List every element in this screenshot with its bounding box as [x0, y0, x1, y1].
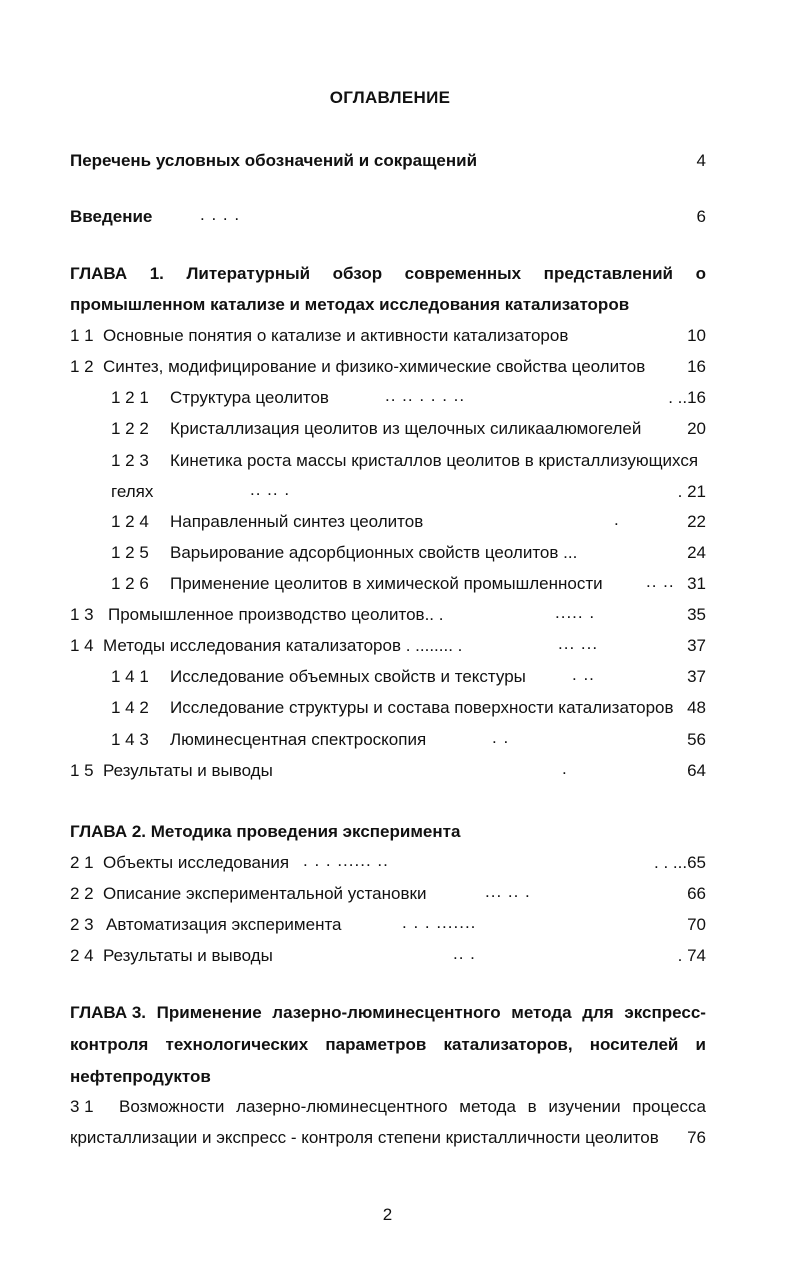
toc-dots-introduction: . . . .: [200, 205, 241, 224]
toc-section-title: Синтез, модифицирование и физико-химические свойства цеолитов: [103, 357, 646, 376]
toc-dots: .. ..: [646, 572, 675, 591]
toc-section-page: 10: [687, 326, 706, 345]
toc-section-title: Методы исследования катализаторов . ........ .: [103, 636, 463, 655]
toc-section-page: 64: [687, 761, 706, 780]
toc-dots: .. .. . . . ..: [385, 386, 466, 405]
toc-subsection-title: Кристаллизация цеолитов из щелочных силикаалюмогелей: [170, 419, 642, 438]
toc-section-page: 37: [687, 636, 706, 655]
chapter1-heading-word: Литературный: [186, 264, 311, 283]
chapter3-heading-word: ГЛАВА 3.: [70, 1003, 147, 1022]
toc-section-number: 1 2: [70, 357, 94, 376]
toc-dots: ..... .: [555, 603, 596, 622]
chapter1-heading-word: представлений: [543, 264, 674, 283]
toc-subsection-number: 1 2 5: [111, 543, 149, 562]
toc-section-number: 2 2: [70, 884, 94, 903]
chapter2-heading: ГЛАВА 2. Методика проведения эксперимента: [70, 822, 461, 841]
toc-word: метода: [459, 1097, 516, 1116]
toc-dots: ... ...: [558, 634, 599, 653]
toc-subsection-page: 20: [687, 419, 706, 438]
toc-subsection-title: Структура цеолитов: [170, 388, 329, 407]
chapter3-heading-word: носителей: [589, 1035, 679, 1054]
toc-word: лазерно-люминесцентного: [236, 1097, 448, 1116]
chapter3-heading-word: и: [695, 1035, 706, 1054]
toc-word: в: [527, 1097, 537, 1116]
toc-section-page: . . ...65: [654, 853, 706, 872]
toc-subsection-title: Варьирование адсорбционных свойств цеолитов ...: [170, 543, 578, 562]
chapter3-heading-word: экспресс-: [624, 1003, 706, 1022]
toc-section-number: 2 3: [70, 915, 94, 934]
page-number: 2: [382, 1205, 393, 1224]
toc-subsection-page: . ..16: [668, 388, 706, 407]
toc-section-page: 76: [687, 1128, 706, 1147]
toc-section-number: 1 4: [70, 636, 94, 655]
toc-subsection-page: . 21: [677, 482, 706, 501]
chapter3-heading-word: Применение: [156, 1003, 262, 1022]
toc-subsection-number: 1 2 4: [111, 512, 149, 531]
toc-section-page: 70: [687, 915, 706, 934]
chapter1-heading-word: обзор: [332, 264, 383, 283]
chapter3-heading-word: метода: [511, 1003, 572, 1022]
toc-subsection-number: 1 2 1: [111, 388, 149, 407]
toc-subsection-title-continued: гелях: [111, 482, 154, 501]
toc-page-introduction: 6: [696, 207, 706, 226]
chapter3-heading-word: катализаторов,: [443, 1035, 573, 1054]
toc-subsection-title: Кинетика роста массы кристаллов цеолитов в кристаллизующихся: [170, 451, 699, 470]
chapter3-heading-line2: [70, 1035, 706, 1055]
chapter1-heading-word: современных: [404, 264, 522, 283]
chapter3-heading-word: параметров: [325, 1035, 427, 1054]
toc-entry-introduction: Введение: [70, 207, 153, 226]
chapter3-heading-word: контроля: [70, 1035, 149, 1054]
toc-subsection-number: 1 2 3: [111, 451, 149, 470]
toc-section-number: 3 1: [70, 1097, 94, 1116]
toc-subsection-page: 24: [687, 543, 706, 562]
toc-dots: ... .. .: [485, 882, 531, 901]
toc-subsection-number: 1 4 3: [111, 730, 149, 749]
toc-section-title: Результаты и выводы: [103, 761, 273, 780]
toc-subsection-page: 48: [687, 698, 706, 717]
toc-section-title-line2: кристаллизации и экспресс - контроля степени кристалличности цеолитов: [70, 1128, 659, 1147]
toc-section-title: Основные понятия о катализе и активности катализаторов: [103, 326, 569, 345]
toc-subsection-number: 1 2 6: [111, 574, 149, 593]
toc-dots: .: [614, 510, 620, 529]
toc-dots: . .: [492, 728, 510, 747]
toc-section-title-line1: [119, 1097, 706, 1117]
page-title: ОГЛАВЛЕНИЕ: [329, 88, 451, 107]
chapter3-heading-line1: [70, 1003, 706, 1023]
toc-section-page: 35: [687, 605, 706, 624]
toc-page-abbreviations: 4: [696, 151, 706, 170]
chapter1-heading-line2: промышленном катализе и методах исследования катализаторов: [70, 295, 630, 314]
chapter1-heading-word: о: [695, 264, 706, 283]
toc-subsection-title: Исследование структуры и состава поверхности катализаторов: [170, 698, 674, 717]
toc-dots: .. .. .: [250, 480, 291, 499]
toc-section-page: 66: [687, 884, 706, 903]
toc-section-title: Описание экспериментальной установки: [103, 884, 427, 903]
toc-subsection-page: 56: [687, 730, 706, 749]
toc-word: процесса: [632, 1097, 706, 1116]
toc-dots: .. .: [453, 944, 476, 963]
toc-subsection-number: 1 2 2: [111, 419, 149, 438]
toc-dots: .: [562, 759, 568, 778]
chapter1-heading: [70, 264, 706, 284]
toc-section-page: . 74: [677, 946, 706, 965]
toc-section-number: 1 1: [70, 326, 94, 345]
toc-subsection-page: 31: [687, 574, 706, 593]
toc-section-number: 2 1: [70, 853, 94, 872]
toc-dots: . . . ...... ..: [303, 851, 389, 870]
toc-word: изучении: [548, 1097, 621, 1116]
toc-subsection-number: 1 4 1: [111, 667, 149, 686]
toc-subsection-page: 37: [687, 667, 706, 686]
chapter1-heading-word: ГЛАВА: [70, 264, 128, 283]
chapter3-heading-word: лазерно-люминесцентного: [272, 1003, 501, 1022]
toc-entry-abbreviations: Перечень условных обозначений и сокращений: [70, 151, 478, 170]
toc-subsection-title: Направленный синтез цеолитов: [170, 512, 424, 531]
chapter1-heading-word: 1.: [149, 264, 164, 283]
chapter3-heading-word: технологических: [165, 1035, 309, 1054]
chapter3-heading-line3: нефтепродуктов: [70, 1067, 211, 1086]
toc-section-number: 2 4: [70, 946, 94, 965]
toc-section-title: Автоматизация эксперимента: [106, 915, 342, 934]
toc-dots: . ..: [572, 665, 595, 684]
toc-section-number: 1 5: [70, 761, 94, 780]
toc-subsection-title: Применение цеолитов в химической промышленности: [170, 574, 603, 593]
toc-section-number: 1 3: [70, 605, 94, 624]
toc-subsection-page: 22: [687, 512, 706, 531]
toc-subsection-title: Исследование объемных свойств и текстуры: [170, 667, 526, 686]
toc-section-title: Результаты и выводы: [103, 946, 273, 965]
chapter3-heading-word: для: [582, 1003, 614, 1022]
toc-subsection-title: Люминесцентная спектроскопия: [170, 730, 427, 749]
toc-subsection-number: 1 4 2: [111, 698, 149, 717]
toc-section-page: 16: [687, 357, 706, 376]
toc-dots: . . . .......: [402, 913, 477, 932]
toc-section-title: Объекты исследования: [103, 853, 290, 872]
toc-word: Возможности: [119, 1097, 225, 1116]
toc-section-title: Промышленное производство цеолитов.. .: [108, 605, 444, 624]
